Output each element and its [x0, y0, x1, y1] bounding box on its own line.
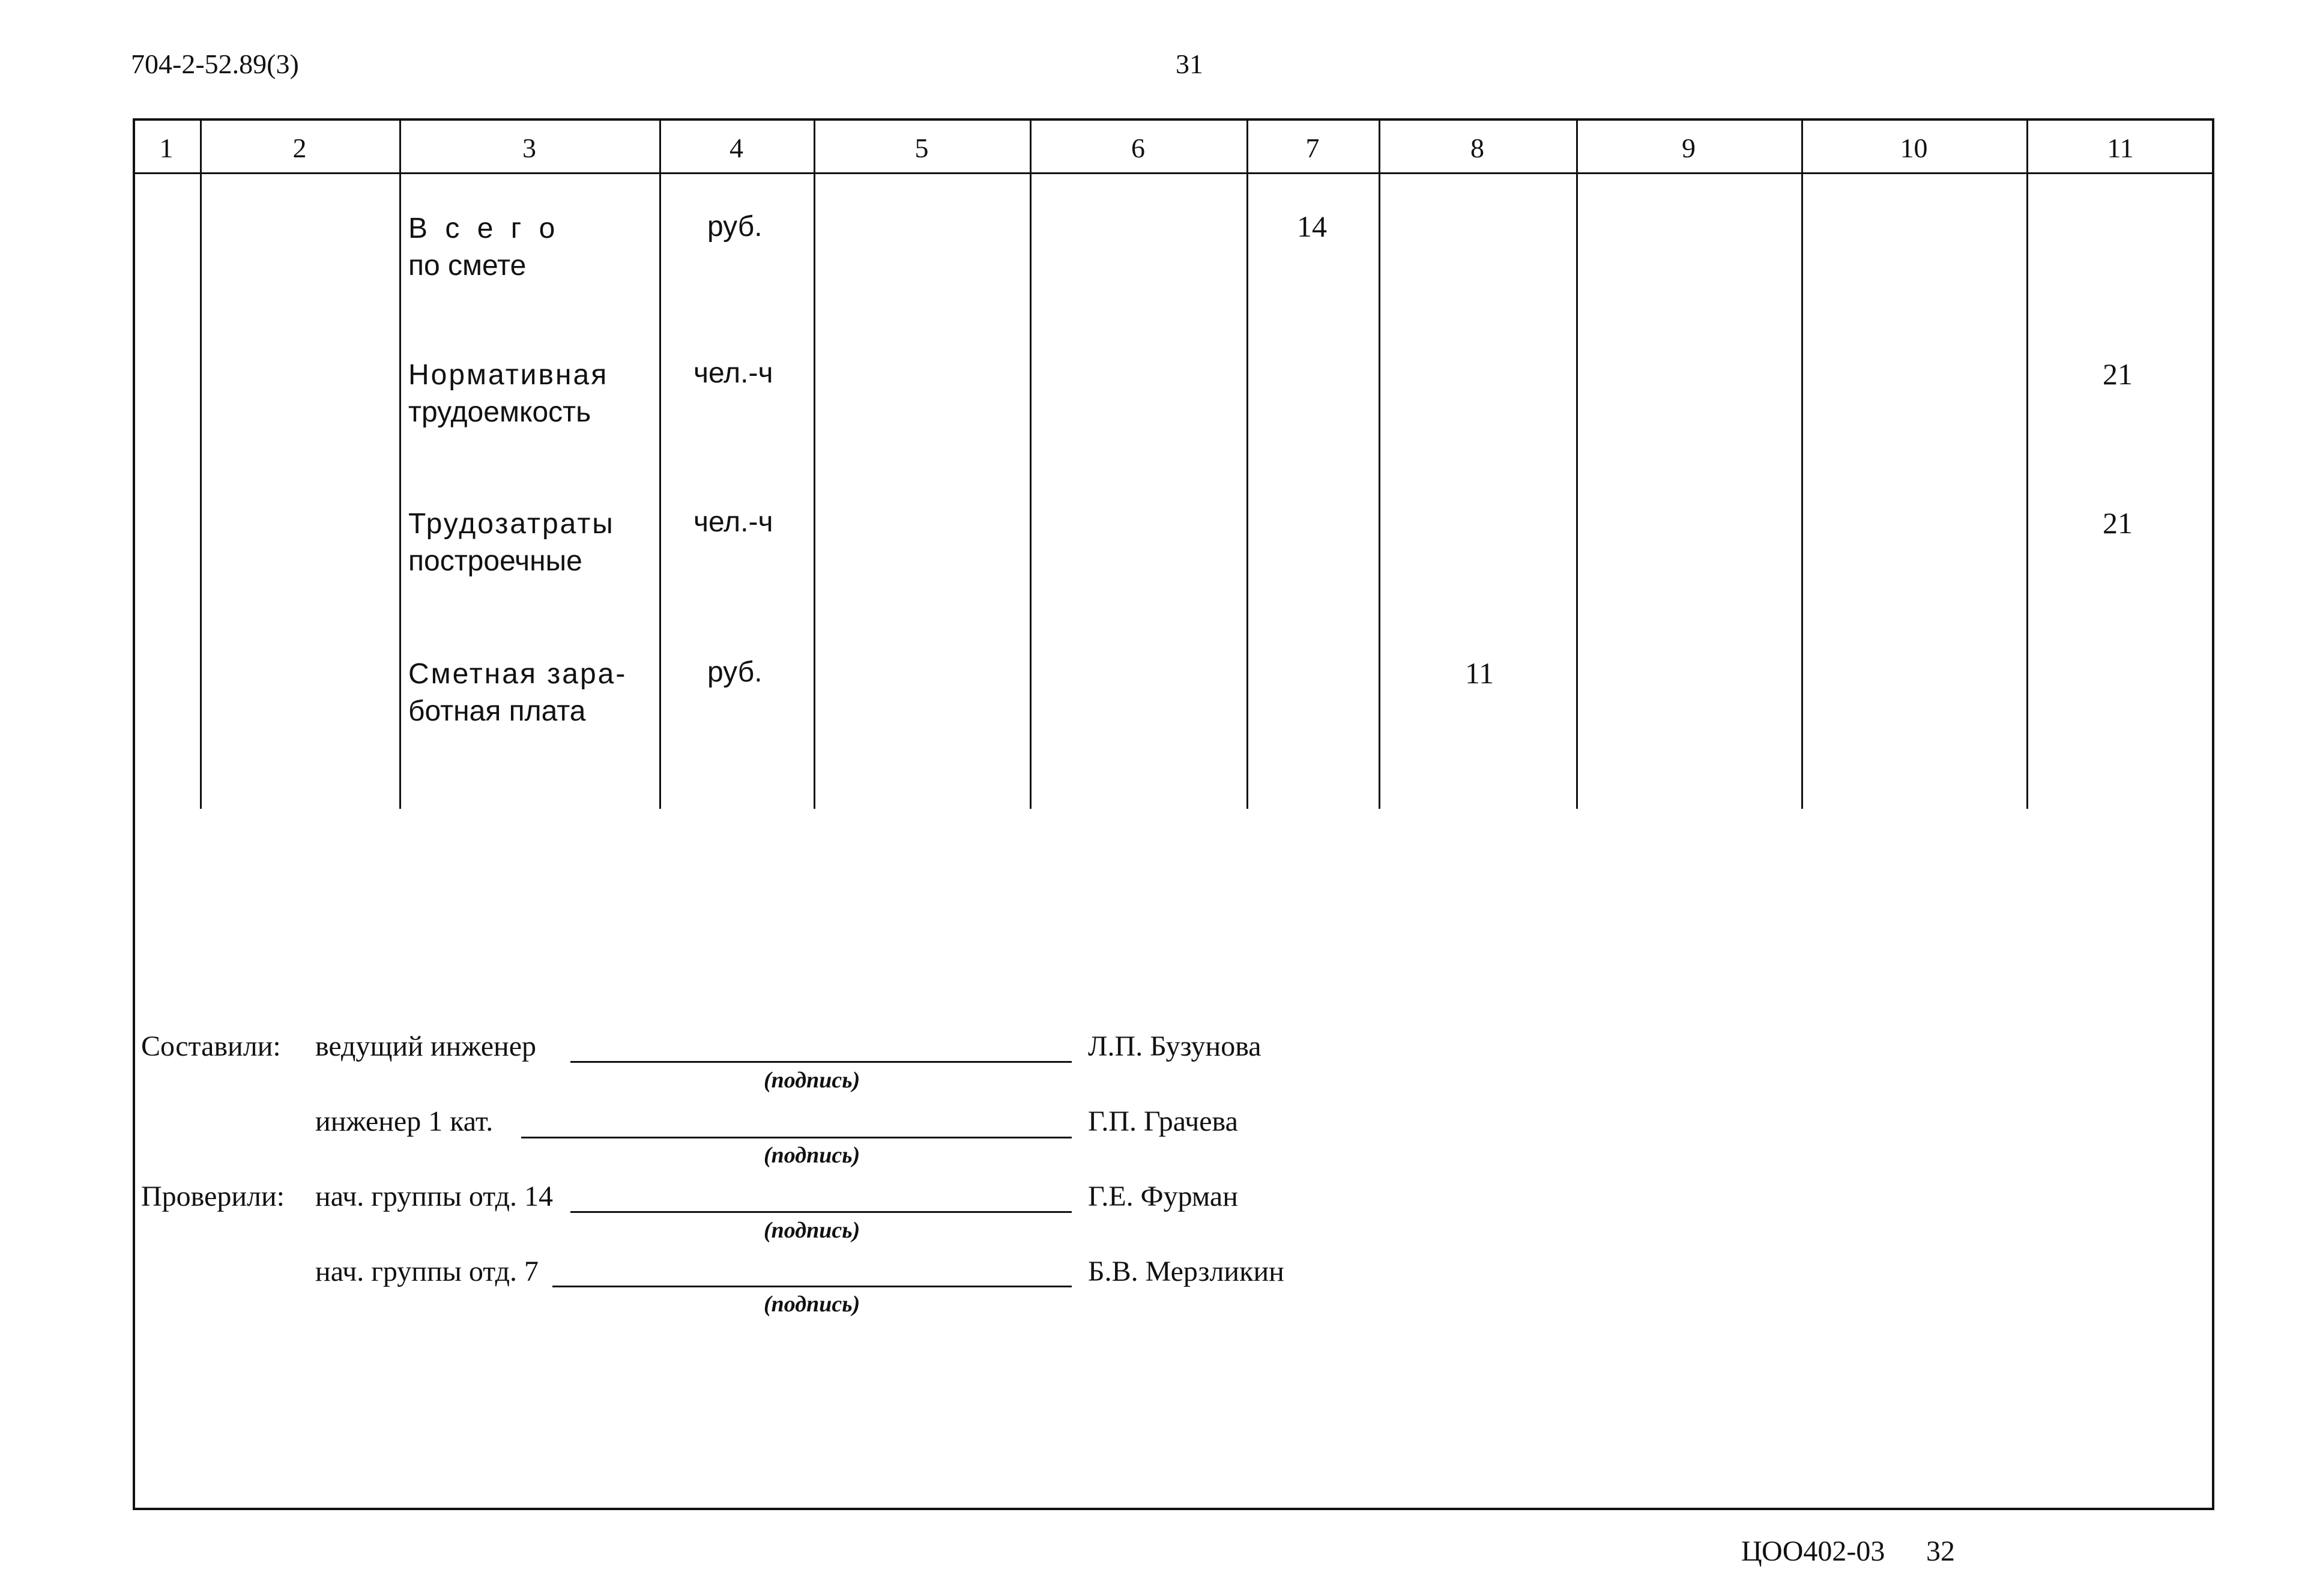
value-cell-col7: 14 [1297, 210, 1327, 243]
column-number: 6 [1131, 133, 1145, 163]
column-divider [1379, 118, 1380, 809]
value-cell-col11: 21 [2103, 506, 2133, 540]
row-label-line2: трудоемкость [408, 396, 591, 428]
row-label-line1: Нормативная [408, 359, 609, 391]
signature-line [521, 1137, 1072, 1138]
row-label-line1: Сметная зара- [408, 658, 627, 690]
column-divider [200, 118, 202, 809]
signature-hint: (подпись) [764, 1143, 860, 1168]
column-divider [659, 118, 661, 809]
unit-cell: чел.-ч [693, 506, 773, 538]
signer-position: нач. группы отд. 14 [315, 1180, 554, 1212]
signature-hint: (подпись) [764, 1068, 860, 1093]
signer-name: Л.П. Бузунова [1088, 1030, 1261, 1062]
row-label-line2: ботная плата [408, 695, 586, 727]
signer-position: ведущий инженер [315, 1030, 537, 1062]
signature-line [570, 1211, 1072, 1213]
page-number: 31 [1176, 49, 1203, 79]
column-divider [2026, 118, 2028, 809]
row-label [408, 394, 591, 431]
signature-line [570, 1061, 1072, 1063]
column-divider [1801, 118, 1803, 809]
row-label-line1: Трудозатраты [408, 508, 615, 540]
row-label-line2: по смете [408, 250, 527, 282]
row-label-line2: построечные [408, 545, 582, 577]
compiled-label: Составили: [141, 1030, 281, 1062]
column-number: 4 [730, 133, 743, 163]
column-divider [814, 118, 815, 809]
header-row-divider [133, 172, 2214, 174]
document-code: 704-2-52.89(3) [131, 49, 299, 79]
signature-hint: (подпись) [764, 1218, 860, 1243]
unit-cell: руб. [707, 656, 763, 688]
signature-line [552, 1286, 1072, 1287]
unit-cell: чел.-ч [693, 357, 773, 389]
row-label [408, 506, 615, 543]
unit-cell: руб. [707, 211, 763, 243]
column-number: 1 [159, 133, 174, 163]
row-label-line1: В с е г о [408, 213, 560, 244]
signer-name: Б.В. Мерзликин [1088, 1256, 1284, 1287]
checked-label: Проверили: [141, 1180, 285, 1212]
column-number: 3 [522, 133, 536, 163]
signer-name: Г.П. Грачева [1088, 1105, 1238, 1137]
column-number: 5 [914, 133, 929, 163]
value-cell-col11: 21 [2103, 357, 2133, 391]
value-cell-col8: 11 [1465, 656, 1494, 690]
row-label [408, 210, 560, 247]
column-number: 11 [2107, 133, 2134, 163]
row-label [408, 693, 585, 730]
column-divider [1030, 118, 1032, 809]
signer-name: Г.Е. Фурман [1088, 1180, 1238, 1212]
column-number: 8 [1470, 133, 1484, 163]
row-label [408, 357, 608, 394]
table-frame [133, 118, 2214, 1510]
column-divider [1576, 118, 1578, 809]
signature-hint: (подпись) [764, 1292, 860, 1317]
footer-code: ЦОО402-03 [1741, 1535, 1885, 1567]
row-label [408, 656, 627, 693]
footer-page: 32 [1926, 1535, 1955, 1567]
signer-position: нач. группы отд. 7 [315, 1256, 539, 1287]
column-number: 2 [292, 133, 307, 163]
column-divider [399, 118, 401, 809]
signer-position: инженер 1 кат. [315, 1105, 494, 1137]
column-number: 10 [1900, 133, 1928, 163]
column-number: 7 [1305, 133, 1320, 163]
row-label [408, 247, 526, 285]
column-divider [1246, 118, 1248, 809]
row-label [408, 543, 582, 580]
column-number: 9 [1682, 133, 1696, 163]
